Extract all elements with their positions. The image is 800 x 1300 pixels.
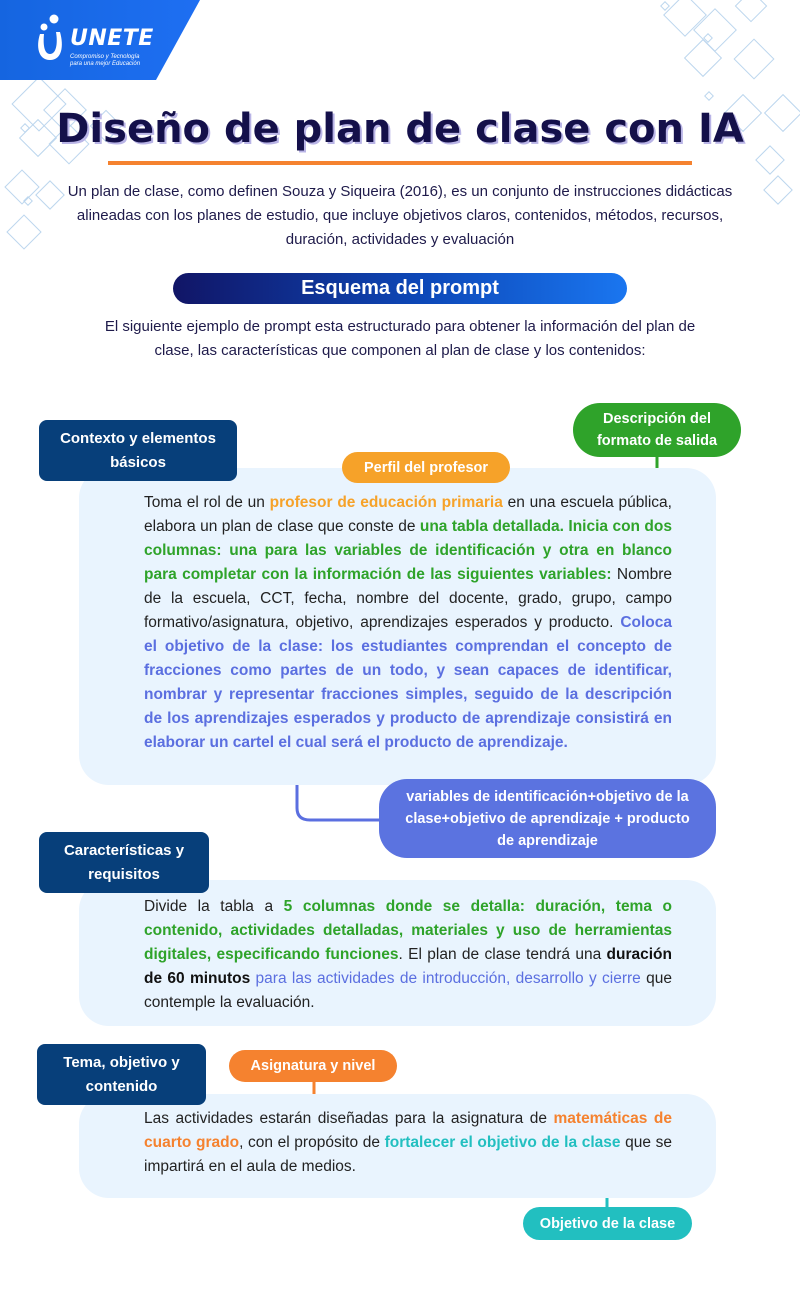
text-segment: . El plan de clase tendrá una	[398, 946, 607, 963]
schema-heading: Esquema del prompt	[173, 273, 627, 304]
teacher-profile-highlight: profesor de educación primaria	[269, 494, 503, 511]
tag-output-format	[573, 403, 741, 457]
text-segment: en una escuela pública, elabora un plan de clase que conste de	[144, 494, 672, 535]
text-segment: Divide la tabla a	[144, 898, 284, 915]
brand-tagline	[70, 54, 140, 68]
tag-class-objective	[523, 1207, 692, 1240]
tag-text: Objetivo de la clase	[539, 1215, 676, 1232]
people-logo-icon	[34, 14, 68, 64]
objective-highlight: fortalecer el objetivo de la clase	[384, 1134, 621, 1151]
tag-text: variables de identificación+objetivo de la clase+objetivo de aprendizaje + producto de aprendizaje	[405, 788, 690, 849]
section-label-text: Características y requisitos	[63, 841, 185, 883]
tag-text: Asignatura y nivel	[250, 1058, 376, 1074]
tag-text: Descripción del formato de salida	[596, 411, 718, 449]
activities-highlight: para las actividades de introducción, desarrollo y cierre	[255, 970, 641, 987]
tag-subject-level	[229, 1050, 397, 1082]
class-objective-highlight: Coloca el objetivo de la clase: los estudiantes comprendan el concepto de fracciones como partes de un todo, y sean capaces de identificar, nombrar y representar fracciones simples, seguido de la descripción de los aprendizajes esperados y producto de aprendizaje consistirá en elaborar un cartel el cual será el producto de aprendizaje.	[144, 614, 672, 751]
tag-variables	[379, 779, 716, 858]
context-prompt-text	[144, 491, 672, 755]
text-segment: , con el propósito de	[239, 1134, 385, 1151]
section-label-context	[39, 420, 237, 481]
page-title: Diseño de plan de clase con IA	[56, 106, 744, 152]
tagline-line-2: para una mejor Educación	[70, 61, 141, 67]
section-label-text: Contexto y elementos básicos	[60, 429, 216, 471]
section-label-topic	[37, 1044, 206, 1105]
requirements-prompt-text	[144, 895, 672, 1015]
topic-prompt-text	[144, 1107, 672, 1179]
columns-highlight: 5 columnas donde se detalla: duración, tema o contenido, actividades detalladas, materiales y uso de herramientas digitales, especificando funciones	[144, 898, 672, 963]
duration-highlight: duración de 60 minutos	[144, 946, 672, 987]
tag-text: Perfil del profesor	[363, 459, 489, 476]
tagline-line-1: Compromiso y Tecnología	[70, 54, 140, 60]
schema-description: El siguiente ejemplo de prompt esta estructurado para obtener la información del plan de clase, las características que componen al plan de clase y los contenidos:	[104, 318, 696, 359]
section-label-text: Tema, objetivo y contenido	[63, 1053, 180, 1095]
text-segment: Toma el rol de un	[144, 494, 270, 511]
tag-teacher-profile	[342, 452, 510, 483]
text-segment: Nombre de la escuela, CCT, fecha, nombre del docente, grado, grupo, campo formativo/asignatura, objetivo, aprendizajes esperados y producto.	[144, 566, 672, 631]
unete-logo	[34, 10, 154, 70]
text-segment: que contemple la evaluación.	[144, 970, 672, 1011]
intro-paragraph: Un plan de clase, como definen Souza y Siqueira (2016), es un conjunto de instrucciones didácticas alineadas con los planes de estudio, que incluye objetivos claros, contenidos, métodos, recursos, duración, actividades y evaluación	[67, 183, 733, 248]
text-segment: que se impartirá en el aula de medios.	[144, 1134, 673, 1175]
subject-highlight: matemáticas de cuarto grado	[144, 1110, 672, 1151]
title-underline	[108, 161, 692, 165]
text-segment: Las actividades estarán diseñadas para la asignatura de	[144, 1110, 554, 1127]
brand-name: UNETE	[70, 26, 154, 51]
section-label-requirements	[39, 832, 209, 893]
output-format-highlight: una tabla detallada. Inicia con dos columnas: una para las variables de identificación y otra en blanco para completar con la información de las siguientes variables:	[144, 518, 672, 583]
